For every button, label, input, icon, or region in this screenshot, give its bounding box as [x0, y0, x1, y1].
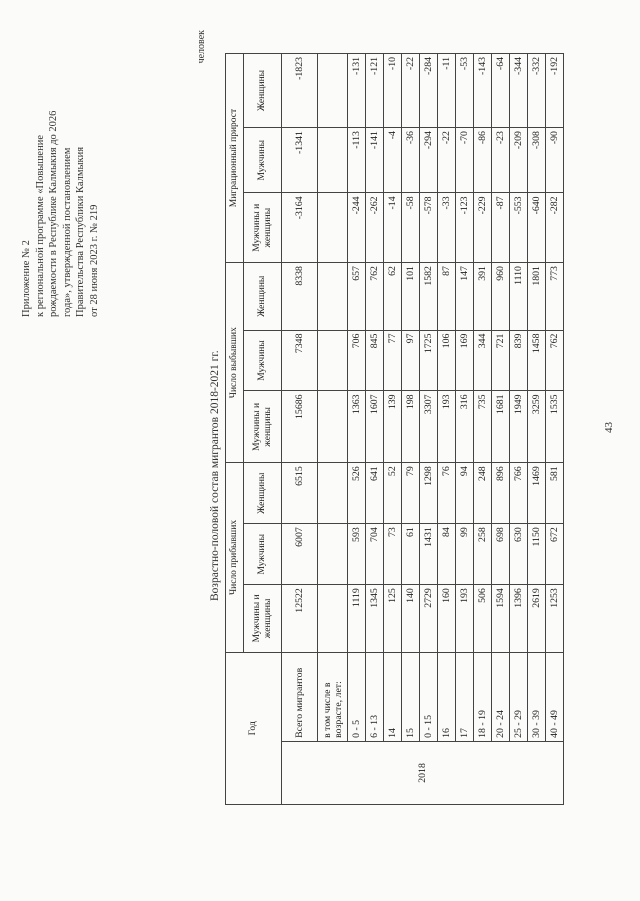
- value-cell: 721: [492, 330, 510, 391]
- value-cell: 99: [456, 524, 474, 585]
- value-cell: 1949: [510, 391, 528, 463]
- subcol-header: Мужчины: [244, 524, 282, 585]
- year-cell: 2018: [282, 741, 564, 804]
- value-cell: 1431: [420, 524, 438, 585]
- value-cell: 698: [492, 524, 510, 585]
- value-cell: -11: [438, 54, 456, 128]
- value-cell: 704: [366, 524, 384, 585]
- value-cell: -284: [420, 54, 438, 128]
- value-cell: 79: [402, 463, 420, 524]
- value-cell: 1150: [528, 524, 546, 585]
- migration-table: [225, 53, 564, 805]
- value-cell: [318, 263, 348, 330]
- value-cell: 896: [492, 463, 510, 524]
- table-row: [318, 54, 348, 805]
- value-cell: 169: [456, 330, 474, 391]
- value-cell: 526: [348, 463, 366, 524]
- value-cell: -70: [456, 128, 474, 193]
- subcol-header: Мужчины и женщины: [244, 585, 282, 652]
- value-cell: -33: [438, 193, 456, 263]
- table-row: [384, 54, 402, 805]
- value-cell: -308: [528, 128, 546, 193]
- value-cell: 2729: [420, 585, 438, 652]
- value-cell: 12522: [282, 585, 318, 652]
- value-cell: 672: [546, 524, 564, 585]
- value-cell: -14: [384, 193, 402, 263]
- value-cell: -209: [510, 128, 528, 193]
- value-cell: -4: [384, 128, 402, 193]
- value-cell: 506: [474, 585, 492, 652]
- value-cell: -282: [546, 193, 564, 263]
- value-cell: 73: [384, 524, 402, 585]
- value-cell: 1110: [510, 263, 528, 330]
- group-header-departed: Число выбывших: [226, 263, 244, 463]
- value-cell: 735: [474, 391, 492, 463]
- table-title: Возрастно-половой состав мигрантов 2018-2021 гг.: [209, 350, 221, 601]
- row-label: 30 - 39: [528, 652, 546, 741]
- value-cell: 960: [492, 263, 510, 330]
- value-cell: 316: [456, 391, 474, 463]
- value-cell: 193: [456, 585, 474, 652]
- value-cell: [318, 585, 348, 652]
- value-cell: 1345: [366, 585, 384, 652]
- value-cell: -244: [348, 193, 366, 263]
- value-cell: 61: [402, 524, 420, 585]
- value-cell: 1396: [510, 585, 528, 652]
- row-label: Всего мигрантов: [282, 652, 318, 741]
- value-cell: [318, 463, 348, 524]
- group-header-arrived: Число прибывших: [226, 463, 244, 652]
- value-cell: 1253: [546, 585, 564, 652]
- value-cell: 193: [438, 391, 456, 463]
- row-label: 15: [402, 652, 420, 741]
- value-cell: 766: [510, 463, 528, 524]
- value-cell: 3307: [420, 391, 438, 463]
- row-label: 0 - 5: [348, 652, 366, 741]
- value-cell: 84: [438, 524, 456, 585]
- value-cell: [318, 128, 348, 193]
- value-cell: -1341: [282, 128, 318, 193]
- value-cell: [318, 524, 348, 585]
- value-cell: -90: [546, 128, 564, 193]
- value-cell: -344: [510, 54, 528, 128]
- value-cell: -131: [348, 54, 366, 128]
- value-cell: 762: [546, 330, 564, 391]
- row-label: 6 - 13: [366, 652, 384, 741]
- value-cell: 630: [510, 524, 528, 585]
- value-cell: 1298: [420, 463, 438, 524]
- value-cell: -332: [528, 54, 546, 128]
- subcol-header: Мужчины и женщины: [244, 391, 282, 463]
- value-cell: 1535: [546, 391, 564, 463]
- page-number: 43: [603, 422, 615, 433]
- value-cell: 1594: [492, 585, 510, 652]
- header-line: года», утвержденной постановлением: [61, 147, 73, 317]
- row-label: 0 - 15: [420, 652, 438, 741]
- value-cell: 1469: [528, 463, 546, 524]
- value-cell: -553: [510, 193, 528, 263]
- row-label: 40 - 49: [546, 652, 564, 741]
- table-row: [474, 54, 492, 805]
- group-header-growth: Миграционный прирост: [226, 54, 244, 263]
- value-cell: 344: [474, 330, 492, 391]
- value-cell: 8338: [282, 263, 318, 330]
- table-row: [492, 54, 510, 805]
- value-cell: [318, 54, 348, 128]
- value-cell: 248: [474, 463, 492, 524]
- row-label: 18 - 19: [474, 652, 492, 741]
- table-row: [528, 54, 546, 805]
- value-cell: 101: [402, 263, 420, 330]
- subcol-header: Женщины: [244, 54, 282, 128]
- value-cell: -3164: [282, 193, 318, 263]
- value-cell: 706: [348, 330, 366, 391]
- value-cell: 1458: [528, 330, 546, 391]
- value-cell: -262: [366, 193, 384, 263]
- value-cell: 2619: [528, 585, 546, 652]
- value-cell: 773: [546, 263, 564, 330]
- value-cell: 3259: [528, 391, 546, 463]
- table-row: [282, 54, 318, 805]
- table-row: [456, 54, 474, 805]
- table-row: [366, 54, 384, 805]
- value-cell: 657: [348, 263, 366, 330]
- value-cell: -53: [456, 54, 474, 128]
- header-row-groups: [226, 54, 244, 805]
- value-cell: 139: [384, 391, 402, 463]
- value-cell: 15686: [282, 391, 318, 463]
- value-cell: 94: [456, 463, 474, 524]
- value-cell: 87: [438, 263, 456, 330]
- row-label: 25 - 29: [510, 652, 528, 741]
- value-cell: 160: [438, 585, 456, 652]
- value-cell: 1681: [492, 391, 510, 463]
- value-cell: -23: [492, 128, 510, 193]
- value-cell: -192: [546, 54, 564, 128]
- value-cell: 1607: [366, 391, 384, 463]
- value-cell: 762: [366, 263, 384, 330]
- value-cell: 581: [546, 463, 564, 524]
- header-line: рождаемости в Республике Калмыкия до 2026: [48, 110, 60, 317]
- value-cell: -113: [348, 128, 366, 193]
- value-cell: -36: [402, 128, 420, 193]
- table-row: [402, 54, 420, 805]
- col-header-year: Год: [226, 652, 282, 804]
- subcol-header: Мужчины и женщины: [244, 193, 282, 263]
- table-row: [438, 54, 456, 805]
- value-cell: 839: [510, 330, 528, 391]
- value-cell: 641: [366, 463, 384, 524]
- value-cell: 391: [474, 263, 492, 330]
- value-cell: 97: [402, 330, 420, 391]
- row-label: в том числе в возрасте, лет:: [318, 652, 348, 741]
- value-cell: -1823: [282, 54, 318, 128]
- value-cell: 1582: [420, 263, 438, 330]
- header-line: к региональной программе «Повышение: [34, 135, 46, 317]
- appendix-header: [20, 57, 102, 317]
- subcol-header: Мужчины: [244, 128, 282, 193]
- value-cell: -294: [420, 128, 438, 193]
- value-cell: 1801: [528, 263, 546, 330]
- value-cell: 1119: [348, 585, 366, 652]
- value-cell: 6007: [282, 524, 318, 585]
- table-row: [546, 54, 564, 805]
- header-line: Приложение № 2: [21, 240, 32, 317]
- value-cell: -64: [492, 54, 510, 128]
- subcol-header: Женщины: [244, 463, 282, 524]
- unit-label: человек: [196, 30, 207, 64]
- value-cell: -87: [492, 193, 510, 263]
- value-cell: 845: [366, 330, 384, 391]
- value-cell: -123: [456, 193, 474, 263]
- value-cell: [318, 330, 348, 391]
- row-label: 14: [384, 652, 402, 741]
- table-row: [348, 54, 366, 805]
- value-cell: -86: [474, 128, 492, 193]
- value-cell: -58: [402, 193, 420, 263]
- value-cell: 6515: [282, 463, 318, 524]
- value-cell: 125: [384, 585, 402, 652]
- value-cell: 77: [384, 330, 402, 391]
- row-label: 20 - 24: [492, 652, 510, 741]
- value-cell: -121: [366, 54, 384, 128]
- table-row: [420, 54, 438, 805]
- value-cell: 198: [402, 391, 420, 463]
- value-cell: 106: [438, 330, 456, 391]
- value-cell: -640: [528, 193, 546, 263]
- table-row: [510, 54, 528, 805]
- subcol-header: Женщины: [244, 263, 282, 330]
- value-cell: 7348: [282, 330, 318, 391]
- value-cell: -229: [474, 193, 492, 263]
- value-cell: -578: [420, 193, 438, 263]
- header-line: Правительства Республики Калмыкия: [75, 146, 87, 317]
- value-cell: 62: [384, 263, 402, 330]
- value-cell: [318, 391, 348, 463]
- subcol-header: Мужчины: [244, 330, 282, 391]
- value-cell: 1363: [348, 391, 366, 463]
- value-cell: 140: [402, 585, 420, 652]
- value-cell: -141: [366, 128, 384, 193]
- value-cell: 1725: [420, 330, 438, 391]
- value-cell: 52: [384, 463, 402, 524]
- row-label: 16: [438, 652, 456, 741]
- value-cell: -22: [402, 54, 420, 128]
- value-cell: 593: [348, 524, 366, 585]
- value-cell: [318, 193, 348, 263]
- value-cell: -143: [474, 54, 492, 128]
- value-cell: -22: [438, 128, 456, 193]
- value-cell: -10: [384, 54, 402, 128]
- header-line: от 28 июня 2023 г. № 219: [88, 204, 100, 317]
- value-cell: 76: [438, 463, 456, 524]
- value-cell: 258: [474, 524, 492, 585]
- value-cell: 147: [456, 263, 474, 330]
- row-label: 17: [456, 652, 474, 741]
